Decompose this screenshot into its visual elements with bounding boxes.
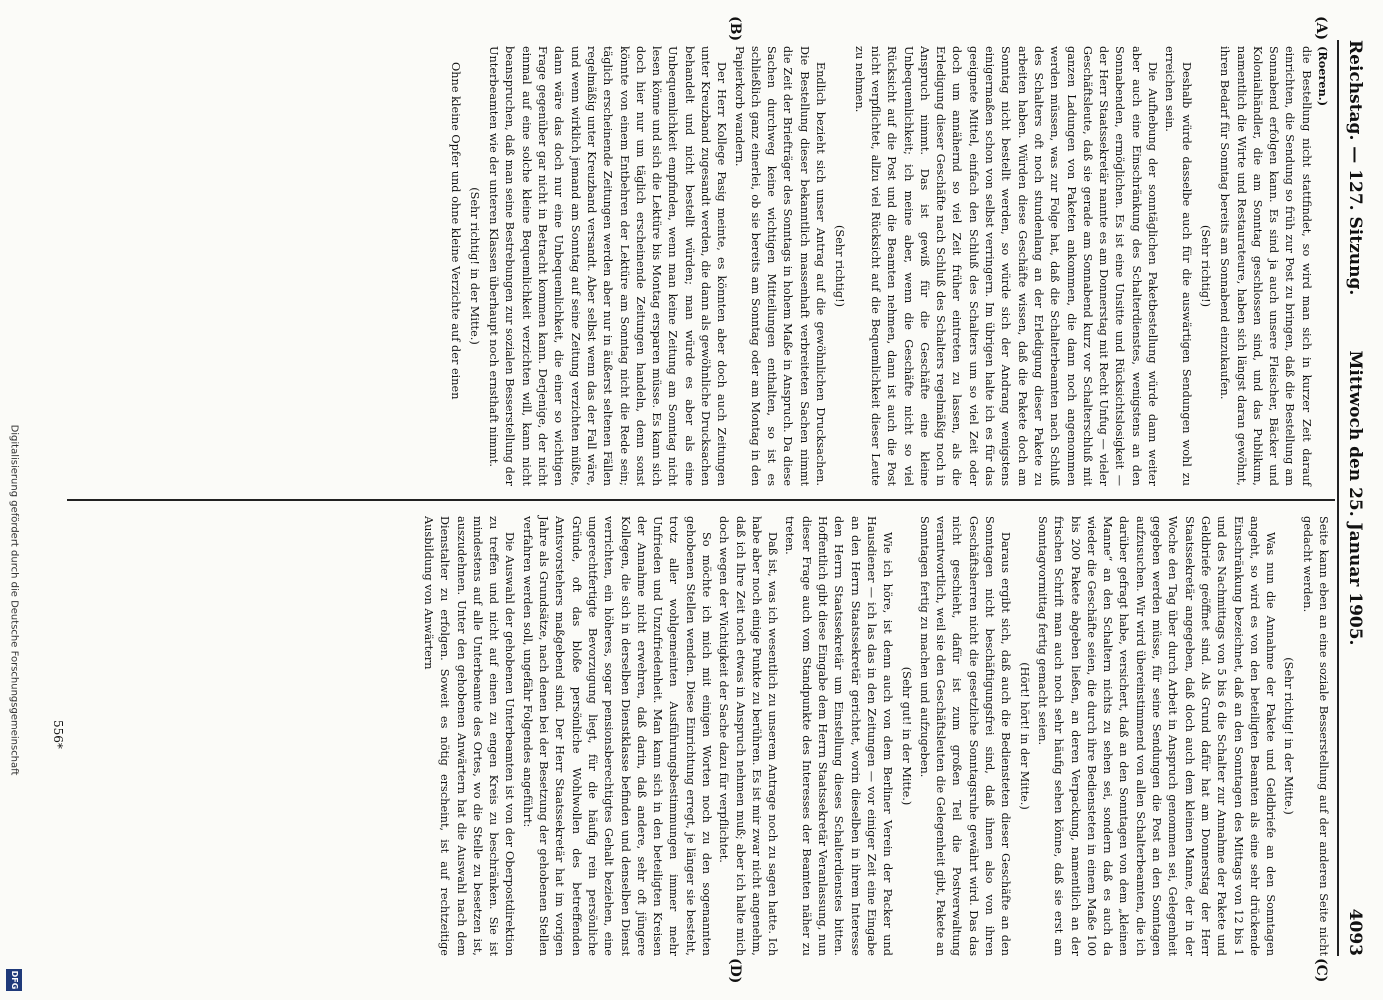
dfg-logo: DFG [6, 969, 22, 991]
paragraph: die Bestellung nicht stattfindet, so wird man sich in kurzer Zeit darauf einrichten, die Sendung so früh zur Post zu bringen, daß die Bestellung am Sonnabend erfolgen kann. Es sind ja auch unsere Fleischer, Bäcker und Kolonialhändler, die am Sonntag geschlossen sind, und das Publikum, namentlich die Wirte und Restaurateure, haben sich längst daran gewöhnt, ihren Bedarf für Sonntag bereits am Sonnabend einzukaufen. [1218, 46, 1313, 486]
interjection: (Sehr richtig!) [833, 224, 847, 308]
paragraph: So möchte ich mich mit einigen Worten noch zu den sogenannten gehobenen Stellen wenden. Diese Einrichtung erregt, je länger sie besteht, trotz aller wohlgemeinten Ausführungsbestimmungen immer mehr Unfrieden und Unzufriedenheit. Man kann sich in den beteiligten Kreisen der Annahme nicht erwehren, daß darin, daß andere, sehr oft jüngere Kollegen, die sich in derselben Dienstklasse befinden und denselben Dienst verrichten, ein höheres, sogar pensionsberechtigtes Gehalt beziehen, eine ungerechtfertigte Bevorzugung liegt, für die häufig rein persönliche Gründe, oft das bloße persönliche Wohlwollen des betreffenden Amtsvorstehers maßgebend sind. Der Herr Staatssekretär hat im vorigen Jahre als Grundsätze, nach denen bei der Besetzung der gehobenen Stellen verfahren werden soll, ungefähr Folgendes angeführt: [520, 516, 714, 956]
paragraph: Seite kann eben an eine soziale Besserstellung auf der anderen Seite nicht gedacht werden. [1300, 516, 1330, 956]
paragraph: Wie ich höre, ist denn auch von dem Berliner Verein der Packer und Hausdiener — ich las das in den Zeitungen — vor einiger Zeit eine Eingabe an den Herrn Staatssekretär gerichtet, worin dieselben in ihrem Interesse den Herrn Staatssekretär um Einstellung dieses Schalterdienstes bitten. Hoffentlich gibt diese Eingabe dem Herrn Staatssekretär Veranlassung, nun dieser Frage auch vom Standpunkte des Interesses der Beamten näher zu treten. [783, 516, 895, 956]
paragraph: Die Aufhebung der sonntäglichen Paketbestellung würde dann weiter aber auch eine Einschränkung des Schalterdienstes, wenigstens an den Sonnabenden, ermöglichen. Es ist eine Unsitte und Rücksichtslosigkeit — der Herr Staatssekretär nannte es am Donnerstag mit Recht Unfug — vieler Geschäftsleute, daß sie gerade am Sonnabend kurz vor Schalterschluß mit ganzen Ladungen von Paketen ankommen, die dann noch angenommen werden müssen, was zur Folge hat, daß die Schalterbeamten nach Schluß des Schalters oft noch stundenlang an der Erledigung dieser Pakete zu arbeiten haben. Würden diese Geschäfte wissen, daß die Pakete doch am Sonntag nicht bestellt werden, so würde sich der Andrang wenigstens einigermaßen schon von selbst verringern. Im übrigen halte ich es für das geeignete Mittel, einfach den Schluß des Schalters um so viel Zeit oder doch um annähernd so viel Zeit früher eintreten zu lassen, als die Erledigung dieser Geschäfte nach Schluß des Schalters regelmäßig noch in Anspruch nimmt. Das ist gewiß für die Geschäfte eine kleine Unbequemlichkeit; ich meine aber, wenn die Geschäfte nicht so viel Rücksicht auf die Post und die Beamten nehmen, dann ist auch die Post nicht verpflichtet, allzu viel Rücksicht auf die Bequemlichkeit dieser Leute zu nehmen. [852, 46, 1160, 486]
paragraph: Die Auswahl der gehobenen Unterbeamten ist von der Oberpostdirektion zu treffen und nicht auf einen zu engen Kreis zu beschränken. Sie ist mindestens auf alle Unterbeamte des Ortes, wo die Stelle zu besetzen ist, auszudehnen. Unter den gehobenen Anwärtern hat die Auswahl nach dem Dienstalter zu erfolgen. Soweit es nötig erscheint, ist auf rechtzeitige Ausbildung von Anwärtern [421, 516, 517, 956]
margin-letter-b: (B) [727, 16, 743, 42]
paragraph: Endlich bezieht sich unser Antrag auf die gewöhnlichen Drucksachen. Die Bestellung dieser bekanntlich massenhaft verbreiteten Sachen nimmt die Zeit der Briefträger des Sonntags in hohem Maße in Anspruch. Da diese Sachen durchweg keine wichtigen Mitteilungen enthalten, so ist es schließlich ganz einerlei, ob sie bereits am Sonntag oder am Montag in den Papierkorb wandern. [732, 46, 828, 486]
paragraph: Was nun die Annahme der Pakete und Geldbriefe an den Sonntagen angeht, so wird es von den beteiligten Beamten als eine sehr drückende Einschränkung bezeichnet, daß an den Sonntagen des Mittags von 12 bis 1 und des Nachmittags von 5 bis 6 die Schalter zur Annahme der Pakete und Geldbriefe geöffnet sind. Als Grund dafür hat am Donnerstag der Herr Staatssekretär angegeben, daß doch auch dem kleinen Manne, der in der Woche den Tag über durch Arbeit in Anspruch genommen sei, Gelegenheit gegeben werden müsse, für seine Sendungen die Post an den Sonntagen aufzusuchen. Wir wird übereinstimmend von allen Schalterbeamten, die ich darüber gefragt habe, versichert, daß an den Sonntagen von dem „kleinen Manne“ an den Schaltern nichts zu sehen sei, sondern daß es auch da wieder die Geschäfte seien, die durch ihre Bediensteten in einem Maße 100 bis 200 Pakete abgeben ließen, an deren Verpackung, namentlich an der frischen Schrift man auch noch sehr häufig sehen könne, daß sie erst am Sonntagvormittag fertig gemacht seien. [1035, 516, 1278, 956]
interjection: (Sehr gut! in der Mitte.) [899, 666, 913, 806]
paragraph: Deshalb würde dasselbe auch für die auswärtigen Sendungen wohl zu erreichen sein. [1163, 46, 1193, 486]
column-rule [67, 499, 1335, 501]
interjection: (Sehr richtig! in der Mitte.) [467, 187, 481, 345]
left-column [445, 46, 1331, 486]
page-header [1341, 40, 1365, 956]
paragraph: Daß ist, was ich wesentlich zu unserem Antrage noch zu sagen hatte. Ich habe aber noch einige Punkte zu berühren. Es ist mir zwar nicht angenehm, daß ich Ihre Zeit noch etwas in Anspruch nehmen muß; aber ich halte mich doch wegen der Wichtigkeit der Sache dazu für verpflichtet. [717, 516, 780, 956]
header-section: Reichstag. — 127. Sitzung. [1345, 40, 1365, 296]
signature-mark: 556* [51, 720, 65, 749]
interjection: (Sehr richtig! in der Mitte.) [1282, 657, 1296, 815]
paragraph: Der Herr Kollege Pasig meinte, es könnten aber doch auch Zeitungen unter Kreuzband zugesandt werden, die dann als gewöhnliche Drucksachen behandelt und nicht bestellt würden; man würde es aber als eine Unbequemlichkeit empfinden, wenn man keine Zeitung am Sonntag nicht lesen könne und sich die Lektüre bis Montag ersparen müsse. Es kann sich doch hier nur um täglich erscheinende Zeitungen handeln, denn sonst könnte von einem Entbehren der Lektüre am Sonntag nicht die Rede sein; täglich erscheinende Zeitungen werden aber nur in äußerst seltenen Fällen regelmäßig unter Kreuzband versandt. Aber selbst wenn das der Fall wäre, und wenn wirklich jemand am Sonntag auf seine Zeitung verzichten müßte, dann wäre das doch nur eine Unbequemlichkeit, die einer so wichtigen Frage gegenüber gar nicht in Betracht kommen kann. Derjenige, der nicht einmal auf eine solche kleine Bequemlichkeit verzichten will, kann nicht beanspruchen, daß man seine Bestrebungen zur sozialen Besserstellung der Unterbeamten wie der unteren Klassen überhaupt noch ernsthaft nimmt. [487, 46, 729, 486]
margin-letter-c: (C) [1313, 958, 1329, 983]
interjection: (Hört! hört! in der Mitte.) [1017, 662, 1031, 810]
margin-letter-d: (D) [727, 958, 743, 984]
speaker-name: (Roeren.) [1316, 46, 1330, 107]
page-number: 4093 [1345, 908, 1365, 956]
right-column [419, 516, 1331, 956]
credit-text: Digitalisierung gefördert durch die Deutsche Forschungsgemeinschaft [8, 424, 20, 776]
header-date: Mittwoch den 25. Januar 1905. [1345, 350, 1365, 646]
paragraph: Ohne kleine Opfer und ohne kleine Verzichte auf der einen [448, 62, 462, 400]
header-rule [1337, 40, 1339, 956]
paragraph: Daraus ergibt sich, daß auch die Bediensteten dieser Geschäfte an den Sonntagen nicht beschäftigungsfrei sind, daß ihnen also von ihren Geschäftsherren nicht die gesetzliche Sonntagsruhe gewährt wird. Das das nicht geschieht, dafür ist zum großen Teil die Postverwaltung verantwortlich, weil sie den Geschäftsleuten die Gelegenheit gibt, Pakete an Sonntagen fertig zu machen und aufzugeben. [917, 516, 1013, 956]
margin-letter-a: (A) [1313, 16, 1329, 41]
digitization-credit [0, 10, 28, 990]
interjection: (Sehr richtig!) [1198, 224, 1212, 308]
